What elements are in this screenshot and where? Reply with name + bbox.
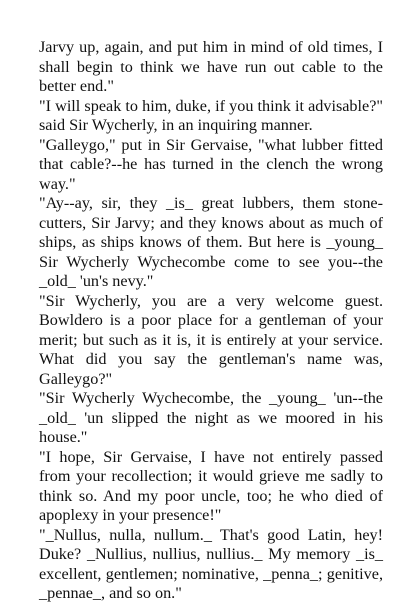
paragraph: "I will speak to him, duke, if you think it advisable?" said Sir Wycherly, in an inquiring manner. [39, 96, 383, 134]
paragraph: "_Nullus, nulla, nullum._ That's good Latin, hey! Duke? _Nullius, nullius, nullius._ My memory _is_ excellent, gentlemen; nominative, _penna_; genitive, _pennae_, and so on." [39, 525, 383, 602]
paragraph: "Galleygo," put in Sir Gervaise, "what lubber fitted that cable?--he has turned in the clench the wrong way." [39, 135, 383, 193]
paragraph: "I hope, Sir Gervaise, I have not entirely passed from your recollection; it would grieve me sadly to think so. And my poor uncle, too; he who died of apoplexy in your presence!" [39, 447, 383, 524]
document-page [39, 38, 383, 604]
paragraph: "Sir Wycherly, you are a very welcome guest. Bowldero is a poor place for a gentleman of your merit; but such as it is, it is entirely at your service. What did you say the gentleman's name was, Galleygo?" [39, 291, 383, 388]
paragraph: "Sir Wycherly Wychecombe, the _young_ 'un--the _old_ 'un slipped the night as we moored in his house." [39, 389, 383, 446]
paragraph: "Ay--ay, sir, they _is_ great lubbers, them stone-cutters, Sir Jarvy; and they knows about as much of ships, as ships knows of them. But here is _young_ Sir Wycherly Wychecombe come to see you--the _old_ 'un's nevy." [39, 194, 383, 290]
paragraph: Jarvy up, again, and put him in mind of old times, I shall begin to think we have run out cable to the better end." [39, 38, 383, 95]
